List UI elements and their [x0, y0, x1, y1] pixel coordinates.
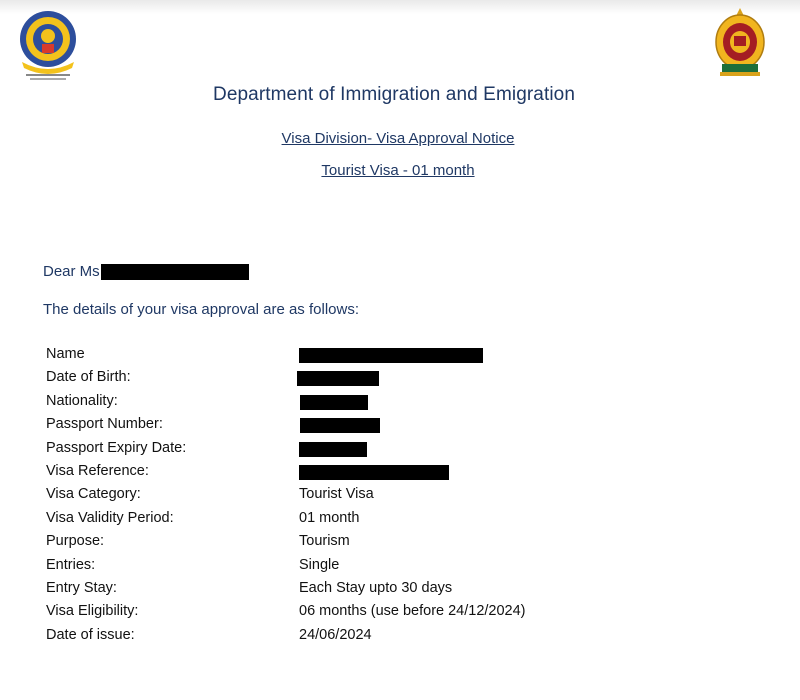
detail-label: Passport Expiry Date: [46, 439, 187, 456]
detail-row-validity [46, 510, 666, 533]
redacted-value [299, 465, 449, 480]
redacted-value [299, 348, 483, 363]
detail-row-passport-expiry [46, 440, 666, 463]
redacted-value [299, 442, 367, 457]
detail-label: Passport Number: [46, 416, 163, 433]
detail-label: Visa Validity Period: [46, 509, 174, 526]
department-heading: Department of Immigration and Emigration [213, 84, 575, 105]
redacted-value [297, 371, 379, 386]
detail-row-visa-reference [46, 463, 666, 486]
visa-details-list [46, 346, 666, 650]
salutation-text: Dear Ms [43, 263, 100, 280]
detail-row-entries [46, 557, 666, 580]
detail-row-issue-date [46, 627, 666, 650]
detail-label: Entries: [46, 556, 96, 573]
redacted-value [300, 395, 368, 410]
detail-label: Purpose: [46, 533, 105, 550]
detail-row-nationality [46, 393, 666, 416]
redacted-recipient-name [101, 264, 249, 280]
detail-value: Each Stay upto 30 days [299, 579, 453, 596]
national-emblem-icon [714, 6, 766, 78]
detail-value: Tourism [299, 533, 350, 550]
detail-row-purpose [46, 533, 666, 556]
detail-value: 24/06/2024 [299, 626, 372, 643]
detail-row-name [46, 346, 666, 369]
detail-label: Visa Reference: [46, 462, 149, 479]
detail-row-dob [46, 369, 666, 392]
detail-value: Single [299, 556, 340, 573]
detail-row-entry-stay [46, 580, 666, 603]
intro-text: The details of your visa approval are as follows: [43, 301, 359, 318]
detail-row-passport-number [46, 416, 666, 439]
detail-label: Entry Stay: [46, 579, 117, 596]
redacted-value [300, 418, 380, 433]
detail-value: Tourist Visa [299, 486, 374, 503]
detail-value: 01 month [299, 509, 360, 526]
top-edge-shadow [0, 0, 800, 14]
notice-title: Visa Division- Visa Approval Notice [281, 130, 515, 147]
department-emblem-icon [12, 6, 84, 84]
salutation [43, 263, 249, 280]
visa-type-title: Tourist Visa - 01 month [321, 162, 475, 179]
detail-label: Nationality: [46, 392, 118, 409]
detail-row-visa-category [46, 486, 666, 509]
detail-label: Name [46, 346, 85, 362]
detail-label: Date of Birth: [46, 369, 131, 386]
detail-label: Date of issue: [46, 626, 135, 643]
detail-label: Visa Category: [46, 486, 141, 503]
detail-value: 06 months (use before 24/12/2024) [299, 603, 526, 620]
detail-label: Visa Eligibility: [46, 603, 139, 620]
detail-row-eligibility [46, 603, 666, 626]
